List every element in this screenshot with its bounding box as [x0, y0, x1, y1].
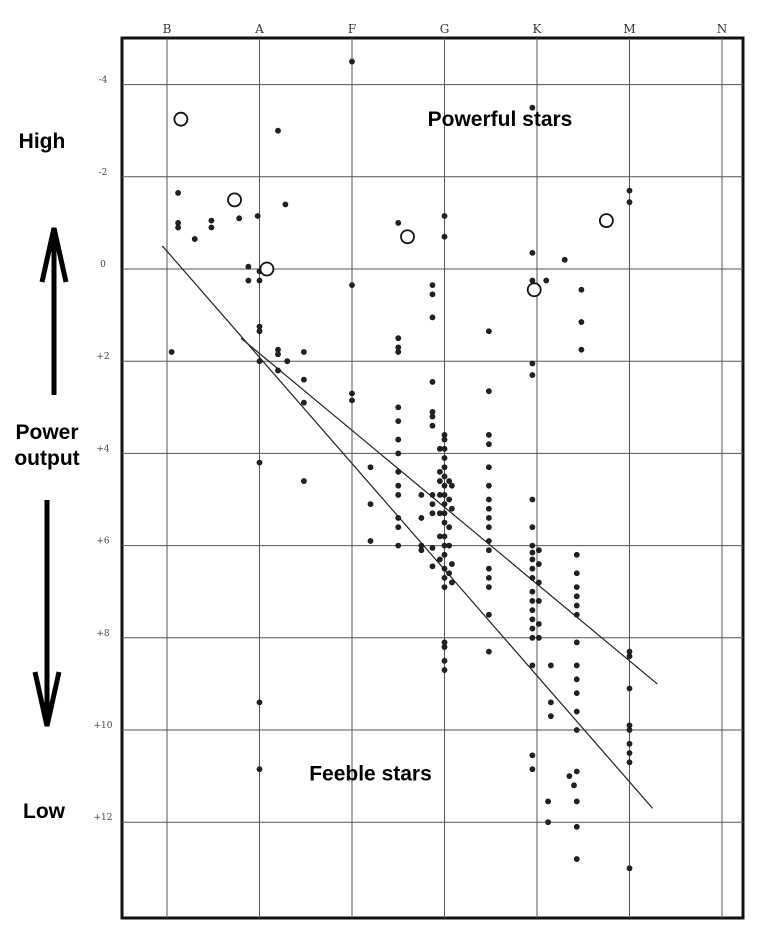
- star-point: [530, 589, 535, 594]
- star-point: [627, 727, 632, 732]
- star-point: [419, 548, 424, 553]
- star-point: [530, 575, 535, 580]
- star-point: [536, 635, 541, 640]
- spectral-class-labels: [163, 22, 728, 36]
- star-point-large: [401, 230, 414, 243]
- star-point-large: [228, 193, 241, 206]
- star-point: [449, 561, 454, 566]
- star-point: [396, 336, 401, 341]
- star-point: [530, 566, 535, 571]
- trend-line: [241, 338, 657, 684]
- star-point: [530, 663, 535, 668]
- x-tick-label: K: [532, 22, 542, 36]
- x-tick-label: B: [162, 22, 172, 36]
- low-label: Low: [23, 800, 65, 823]
- star-point: [530, 617, 535, 622]
- star-point: [430, 502, 435, 507]
- star-point: [275, 352, 280, 357]
- star-point: [544, 278, 549, 283]
- star-point: [396, 405, 401, 410]
- star-point: [567, 774, 572, 779]
- star-point: [574, 571, 579, 576]
- star-point: [627, 200, 632, 205]
- star-point: [396, 492, 401, 497]
- star-point: [396, 543, 401, 548]
- star-point: [574, 677, 579, 682]
- star-point: [430, 492, 435, 497]
- star-point: [447, 497, 452, 502]
- star-point: [442, 520, 447, 525]
- star-point: [627, 866, 632, 871]
- star-point: [574, 640, 579, 645]
- star-point: [396, 419, 401, 424]
- star-point: [169, 349, 174, 354]
- star-point: [548, 700, 553, 705]
- star-point-large: [528, 283, 541, 296]
- star-point: [442, 446, 447, 451]
- star-point: [562, 257, 567, 262]
- star-point: [430, 292, 435, 297]
- star-point: [530, 635, 535, 640]
- star-point: [536, 548, 541, 553]
- star-point: [257, 359, 262, 364]
- star-point: [530, 598, 535, 603]
- y-tick-label: -4: [98, 75, 108, 86]
- star-point: [574, 709, 579, 714]
- star-point: [486, 649, 491, 654]
- star-point: [579, 319, 584, 324]
- star-point: [257, 329, 262, 334]
- star-point: [430, 423, 435, 428]
- star-point: [349, 391, 354, 396]
- star-point-large: [600, 214, 613, 227]
- star-point: [396, 437, 401, 442]
- star-point: [536, 621, 541, 626]
- star-point: [442, 534, 447, 539]
- star-point: [176, 190, 181, 195]
- star-point: [627, 750, 632, 755]
- annotation-label: Powerful stars: [427, 108, 573, 132]
- star-point: [486, 329, 491, 334]
- star-point: [430, 564, 435, 569]
- star-point: [301, 377, 306, 382]
- star-point: [442, 437, 447, 442]
- star-point: [430, 379, 435, 384]
- star-point: [255, 213, 260, 218]
- star-point: [437, 469, 442, 474]
- star-point: [246, 278, 251, 283]
- star-point: [442, 492, 447, 497]
- high-label: High: [18, 130, 66, 153]
- star-point: [574, 612, 579, 617]
- star-point: [442, 566, 447, 571]
- star-point: [430, 315, 435, 320]
- star-point: [176, 225, 181, 230]
- star-point: [442, 552, 447, 557]
- star-point: [449, 580, 454, 585]
- star-point: [530, 372, 535, 377]
- star-point: [486, 506, 491, 511]
- star-point: [449, 506, 454, 511]
- star-point: [237, 216, 242, 221]
- y-tick-label: +2: [96, 352, 110, 363]
- star-point: [530, 550, 535, 555]
- star-point: [368, 538, 373, 543]
- star-point: [530, 497, 535, 502]
- star-point: [246, 264, 251, 269]
- star-point: [486, 584, 491, 589]
- main-sequence-band-lines: [162, 246, 657, 808]
- star-point: [530, 753, 535, 758]
- star-point: [548, 663, 553, 668]
- star-point: [530, 557, 535, 562]
- x-tick-label: G: [439, 22, 450, 36]
- star-point: [536, 561, 541, 566]
- star-point: [442, 213, 447, 218]
- star-point: [419, 492, 424, 497]
- star-point: [275, 128, 280, 133]
- star-point: [430, 545, 435, 550]
- y-tick-label: +4: [96, 444, 110, 455]
- star-point: [579, 287, 584, 292]
- trend-line: [162, 246, 652, 808]
- star-point: [442, 575, 447, 580]
- star-point: [430, 283, 435, 288]
- star-point: [486, 515, 491, 520]
- star-point: [396, 349, 401, 354]
- star-point: [627, 686, 632, 691]
- star-point: [442, 658, 447, 663]
- x-tick-label: N: [716, 22, 728, 36]
- arrow-down-icon: [35, 500, 59, 726]
- star-points: [169, 59, 632, 871]
- star-point: [574, 603, 579, 608]
- y-tick-label: 0: [100, 260, 106, 270]
- star-point: [530, 626, 535, 631]
- star-point: [257, 767, 262, 772]
- plot-border: [122, 38, 743, 918]
- star-point: [486, 575, 491, 580]
- star-point: [430, 511, 435, 516]
- star-point-large: [174, 113, 187, 126]
- star-point: [396, 469, 401, 474]
- star-point: [442, 511, 447, 516]
- star-point: [257, 700, 262, 705]
- star-point: [442, 584, 447, 589]
- star-point: [574, 552, 579, 557]
- star-point: [285, 359, 290, 364]
- star-point: [442, 455, 447, 460]
- plot-frame: [122, 38, 743, 918]
- star-point: [530, 543, 535, 548]
- star-point: [209, 225, 214, 230]
- star-point: [442, 667, 447, 672]
- star-point: [574, 799, 579, 804]
- star-point: [442, 234, 447, 239]
- star-point: [257, 278, 262, 283]
- star-point: [486, 525, 491, 530]
- star-point: [419, 515, 424, 520]
- star-point: [574, 769, 579, 774]
- star-point: [442, 502, 447, 507]
- star-point: [447, 543, 452, 548]
- star-point: [192, 236, 197, 241]
- star-point: [396, 483, 401, 488]
- star-point: [530, 608, 535, 613]
- star-point: [486, 538, 491, 543]
- star-point: [447, 478, 452, 483]
- y-tick-label: +8: [96, 628, 110, 639]
- star-point: [574, 584, 579, 589]
- star-point: [209, 218, 214, 223]
- star-point: [257, 460, 262, 465]
- star-point: [536, 598, 541, 603]
- annotation-label: Feeble stars: [309, 762, 432, 786]
- star-point: [396, 451, 401, 456]
- star-point: [442, 644, 447, 649]
- star-point: [574, 824, 579, 829]
- star-point: [486, 548, 491, 553]
- star-point: [486, 442, 491, 447]
- star-point: [627, 654, 632, 659]
- star-point: [442, 465, 447, 470]
- y-tick-label: +12: [93, 813, 113, 824]
- star-point: [627, 741, 632, 746]
- star-point: [530, 278, 535, 283]
- star-point: [437, 478, 442, 483]
- star-point: [430, 414, 435, 419]
- magnitude-tick-labels: [94, 76, 113, 824]
- star-point: [275, 368, 280, 373]
- star-point: [449, 483, 454, 488]
- star-point: [574, 691, 579, 696]
- star-point: [627, 188, 632, 193]
- x-tick-label: M: [623, 22, 636, 36]
- star-point: [301, 478, 306, 483]
- star-point: [574, 663, 579, 668]
- star-point: [437, 557, 442, 562]
- star-point: [486, 483, 491, 488]
- star-point: [574, 856, 579, 861]
- grid-lines: [122, 38, 743, 918]
- star-point: [530, 525, 535, 530]
- star-point: [349, 59, 354, 64]
- arrow-up-icon: [42, 228, 66, 395]
- star-point: [396, 220, 401, 225]
- star-point: [442, 483, 447, 488]
- star-point: [571, 783, 576, 788]
- star-point: [486, 465, 491, 470]
- star-point: [548, 714, 553, 719]
- x-tick-label: F: [347, 22, 357, 36]
- star-point: [301, 400, 306, 405]
- star-point: [396, 515, 401, 520]
- power-output-label: Power output: [14, 421, 80, 471]
- star-point: [579, 347, 584, 352]
- y-tick-label: -2: [98, 167, 108, 178]
- star-point: [486, 497, 491, 502]
- star-point: [368, 465, 373, 470]
- x-tick-label: A: [255, 22, 264, 36]
- star-point: [530, 250, 535, 255]
- star-point: [349, 283, 354, 288]
- star-point: [283, 202, 288, 207]
- star-point: [368, 502, 373, 507]
- star-point: [530, 767, 535, 772]
- star-point: [574, 594, 579, 599]
- star-point-large: [260, 263, 273, 276]
- star-point: [486, 612, 491, 617]
- star-point: [486, 389, 491, 394]
- star-point: [447, 571, 452, 576]
- star-point: [546, 820, 551, 825]
- y-tick-label: +10: [93, 721, 113, 731]
- star-point: [486, 432, 491, 437]
- star-point: [574, 727, 579, 732]
- star-point: [486, 566, 491, 571]
- star-point: [349, 398, 354, 403]
- star-point: [301, 349, 306, 354]
- star-point: [396, 525, 401, 530]
- y-tick-label: +6: [96, 536, 110, 547]
- star-point: [536, 580, 541, 585]
- star-point: [447, 525, 452, 530]
- star-point: [627, 760, 632, 765]
- star-point: [442, 474, 447, 479]
- star-point: [530, 361, 535, 366]
- star-point: [546, 799, 551, 804]
